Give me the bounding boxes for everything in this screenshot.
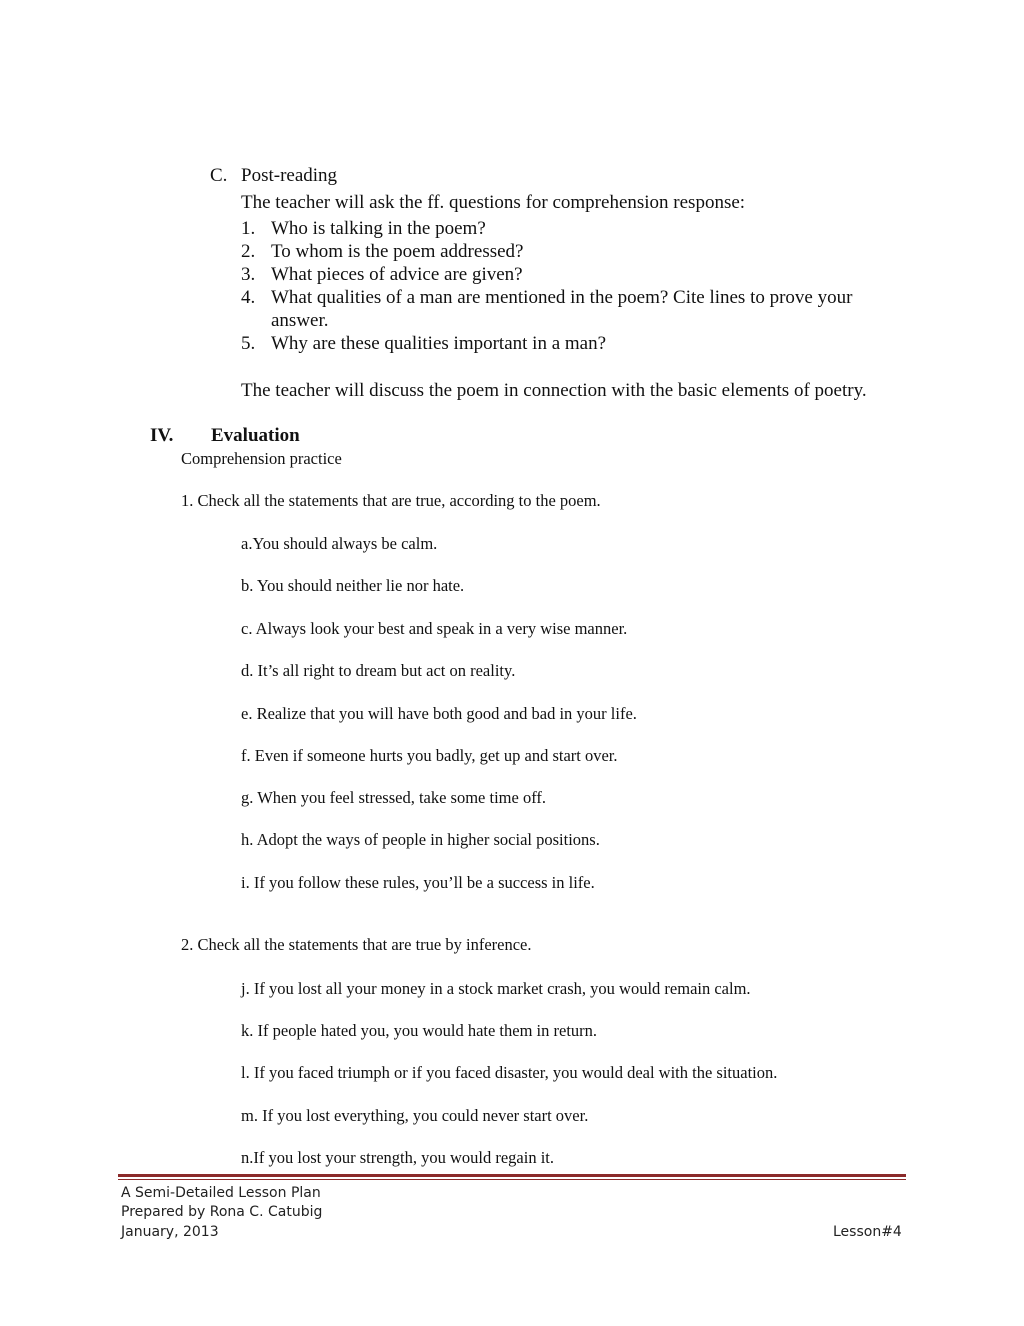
statement-item: i. If you follow these rules, you’ll be a success in life. bbox=[241, 873, 595, 892]
footer-lesson-number: Lesson#4 bbox=[833, 1224, 902, 1240]
question-number: 2. bbox=[241, 241, 256, 262]
question-text-continued: answer. bbox=[271, 310, 329, 331]
statement-item: h. Adopt the ways of people in higher social positions. bbox=[241, 830, 600, 849]
question-number: 3. bbox=[241, 264, 256, 285]
statement-item: b. You should neither lie nor hate. bbox=[241, 576, 465, 595]
statement-item: l. If you faced triumph or if you faced disaster, you would deal with the situation. bbox=[241, 1063, 778, 1082]
question-text: Why are these qualities important in a man? bbox=[271, 333, 607, 354]
question-number: 1. bbox=[241, 218, 256, 239]
statement-item: m. If you lost everything, you could never start over. bbox=[241, 1106, 589, 1125]
statement-item: f. Even if someone hurts you badly, get up and start over. bbox=[241, 746, 618, 765]
section-subtitle: Comprehension practice bbox=[181, 449, 342, 468]
statement-item: e. Realize that you will have both good and bad in your life. bbox=[241, 704, 637, 723]
section-title: Post-reading bbox=[241, 165, 338, 186]
question-text: What qualities of a man are mentioned in the poem? Cite lines to prove your bbox=[271, 287, 853, 308]
question-text: What pieces of advice are given? bbox=[271, 264, 523, 285]
statement-item: n.If you lost your strength, you would regain it. bbox=[241, 1148, 555, 1167]
discussion-text: The teacher will discuss the poem in connection with the basic elements of poetry. bbox=[241, 380, 867, 401]
statement-item: k. If people hated you, you would hate them in return. bbox=[241, 1021, 598, 1040]
section-heading: Evaluation bbox=[211, 425, 300, 446]
question-text: To whom is the poem addressed? bbox=[271, 241, 524, 262]
footer-date: January, 2013 bbox=[121, 1224, 219, 1240]
intro-text: The teacher will ask the ff. questions for comprehension response: bbox=[241, 192, 746, 213]
statement-item: g. When you feel stressed, take some time off. bbox=[241, 788, 547, 807]
statement-item: j. If you lost all your money in a stock market crash, you would remain calm. bbox=[241, 979, 751, 998]
footer-author: Prepared by Rona C. Catubig bbox=[121, 1204, 323, 1220]
footer-title: A Semi-Detailed Lesson Plan bbox=[121, 1185, 321, 1201]
statement-item: d. It’s all right to dream but act on reality. bbox=[241, 661, 516, 680]
question-number: 5. bbox=[241, 333, 256, 354]
footer-rule bbox=[118, 1174, 906, 1177]
question-number: 4. bbox=[241, 287, 256, 308]
statement-item: a.You should always be calm. bbox=[241, 534, 438, 553]
part2-heading: 2. Check all the statements that are true by inference. bbox=[181, 935, 532, 954]
question-text: Who is talking in the poem? bbox=[271, 218, 486, 239]
section-letter: C. bbox=[210, 165, 228, 186]
part1-heading: 1. Check all the statements that are true, according to the poem. bbox=[181, 491, 601, 510]
section-numeral: IV. bbox=[150, 425, 174, 446]
footer-rule-thin bbox=[118, 1179, 906, 1180]
statement-item: c. Always look your best and speak in a very wise manner. bbox=[241, 619, 628, 638]
